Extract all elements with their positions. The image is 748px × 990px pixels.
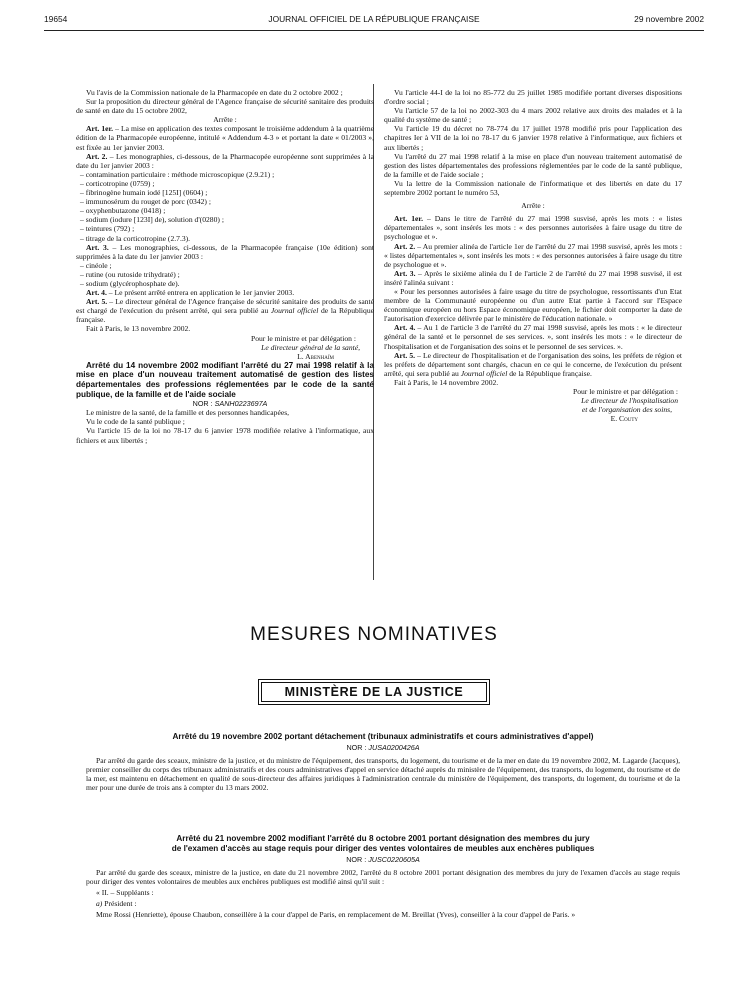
sub-heading: a) Président : <box>96 898 137 908</box>
article-label: Art. 5. <box>394 350 416 360</box>
intro-paragraph: Vu l'article 44-I de la loi no 85-772 du 25 juillet 1985 modifiée portant diverses dispositions d'ordre social ; <box>384 88 682 107</box>
article-5: Art. 5. – Le directeur général de l'Agence française de sécurité sanitaire des produits de santé est chargé de l'exécution du présent arrêté, qui sera publié au Journal officiel de la République française. <box>76 297 374 325</box>
fait-line: Fait à Paris, le 13 novembre 2002. <box>86 324 191 334</box>
list-item: – titrage de la corticotropine (2.7.3). <box>80 233 191 243</box>
article-label: Art. 1er. <box>86 124 114 134</box>
article-text: – Les monographies, ci-dessous, de la Pharmacopée européenne sont supprimées à la date du 1er janvier 2003 : <box>76 151 374 170</box>
justice-arrete-detachement <box>86 732 680 792</box>
intro-paragraph: Sur la proposition du directeur général de l'Agence française de sécurité sanitaire des produits de santé en date du 15 octobre 2002, <box>76 97 374 116</box>
sub-heading: « II. – Suppléants : <box>96 887 154 897</box>
article-1 <box>76 124 374 151</box>
issue-date: 29 novembre 2002 <box>634 14 704 24</box>
intro-paragraph: Vu l'article 57 de la loi no 2002-303 du 4 mars 2002 relative aux droits des malades et à la qualité du système de santé ; <box>384 106 682 125</box>
header-rule <box>44 30 704 31</box>
arrete-final: Mme Rossi (Henriette), épouse Chaubon, conseillère à la cour d'appel de Paris, en remplacement de M. Breillat (Yves), conseiller à la cour d'appel de Paris. » <box>96 910 576 920</box>
intro-paragraph: Vu la lettre de la Commission nationale de l'informatique et des libertés en date du 17 septembre 2002 portant le numéro 53, <box>384 178 682 198</box>
article-text: – Après le sixième alinéa du I de l'article 2 de l'arrêté du 27 mai 1998 susvisé, il est inséré l'alinéa suivant : <box>384 268 682 287</box>
intro-paragraph: Vu le code de la santé publique ; <box>86 417 185 427</box>
journal-name: Journal officiel <box>460 368 508 378</box>
intro-paragraph: Vu l'avis de la Commission nationale de la Pharmacopée en date du 2 octobre 2002 ; <box>86 88 343 97</box>
article-3-quote: « Pour les personnes autorisées à faire usage du titre de psychologue, ressortissants d'un Etat membre de la Communauté européenne ou d'un autre Etat partie à l'accord sur l'Espace économique européen ou hors Espace économique européen, le fichier doit comporter la date de l'autorisation d'exercice délivrée par le ministère de l'éducation nationale. » <box>384 286 682 324</box>
article-label: Art. 2. <box>394 241 416 251</box>
list-item: – cinéole ; <box>80 260 112 270</box>
intro-paragraph: Le ministre de la santé, de la famille et des personnes handicapées, <box>86 408 290 418</box>
article-text: – Au 1 de l'article 3 de l'arrêté du 27 mai 1998 susvisé, après les mots : « le directeur général de la santé et le personnel de ses services. », sont insérés les mots : « le directeur de l'hospitalisation et de l'organisation des soins et le personnel de ses services. ». <box>384 323 682 351</box>
list-item: – contamination particulaire : méthode microscopique (2.9.21) ; <box>80 169 275 179</box>
article-text: – Dans le titre de l'arrêté du 27 mai 1998 susvisé, après les mots : « listes départementales », sont insérés les mots : « des personnes autorisées à faire usage du titre de psychologue et ». <box>384 214 682 242</box>
arrete-title: Arrêté du 19 novembre 2002 portant détachement (tribunaux administratifs et cours administratives d'appel) <box>172 732 594 741</box>
arrete-title: Arrêté du 21 novembre 2002 modifiant l'arrêté du 8 octobre 2001 portant désignation des membres du jury <box>176 834 590 843</box>
signature-title: Le directeur de l'hospitalisation <box>581 396 678 406</box>
list-item: – immunosérum du rouget de porc (0342) ; <box>80 197 211 207</box>
justice-arrete-jury <box>86 834 680 919</box>
nor-reference: NOR : JUSA0200426A <box>346 742 420 752</box>
list-item: – rutine (ou rutoside trihydraté) ; <box>80 269 180 279</box>
right-column <box>384 88 682 423</box>
page-header <box>44 14 704 28</box>
list-item: – corticotropine (0759) ; <box>80 178 155 188</box>
ministry-name: MINISTÈRE DE LA JUSTICE <box>261 682 487 702</box>
arrete-title: Arrêté du 14 novembre 2002 modifiant l'arrêté du 27 mai 1998 relatif à la mise en place d'un nouveau traitement automatisé de gestion des listes départementales des professions réglementées par le code de la santé publique, de la famille et de l'aide sociale <box>76 360 374 399</box>
arrete-label: Arrête : <box>521 201 545 211</box>
intro-paragraph: Vu l'arrêté du 27 mai 1998 relatif à la mise en place d'un nouveau traitement automatisé de gestion des listes départementales des professions réglementées par le code de la santé publique, de la famille et de l'aide sociale ; <box>384 151 682 179</box>
signature-name: L. Abenhaïm <box>297 351 334 361</box>
article-label: Art. 1er. <box>394 214 423 224</box>
journal-title: JOURNAL OFFICIEL DE LA RÉPUBLIQUE FRANÇAISE <box>268 14 480 24</box>
article-3 <box>384 269 682 287</box>
article-5: Art. 5. – Le directeur de l'hospitalisation et de l'organisation des soins, les préfets de région et les préfets de département sont chargés, chacun en ce qui le concerne, de l'exécution du présent arrêté, qui sera publié au Journal officiel de la République française. <box>384 350 682 378</box>
signature-title: et de l'organisation des soins, <box>581 405 672 415</box>
arrete-body: Par arrêté du garde des sceaux, ministre de la justice, en date du 21 novembre 2002, l'arrêté du 8 octobre 2001 portant désignation des membres du jury de l'examen d'accès au stage requis pour diriger des ventes volontaires de meubles aux enchères publiques est modifié ainsi qu'il suit : <box>86 867 680 886</box>
article-label: Art. 3. <box>86 242 109 252</box>
intro-paragraph: Vu l'article 15 de la loi no 78-17 du 6 janvier 1978 modifiée relative à l'informatique, aux fichiers et aux libertés ; <box>76 426 374 445</box>
intro-paragraph: Vu l'article 19 du décret no 78-774 du 17 juillet 1978 modifié pris pour l'application des chapitres Ier à VII de la loi no 78-17 du 6 janvier 1978 relative à l'informatique, aux fichiers et aux libertés ; <box>384 124 682 152</box>
list-item: – sodium (glycérophosphate de). <box>80 278 180 288</box>
article-label: Art. 4. <box>86 288 107 298</box>
article-text: – Au premier alinéa de l'article 1er de l'arrêté du 27 mai 1998 susvisé, après les mots : « listes départementales », sont insérés les mots : « des personnes autorisées à faire usage du titre de psychologue et ». <box>384 241 682 269</box>
arrete-label: Arrête : <box>213 115 237 125</box>
signature-name: E. Couty <box>610 414 638 424</box>
signature-delegation: Pour le ministre et par délégation : <box>250 333 356 343</box>
section-title: MESURES NOMINATIVES <box>250 624 498 645</box>
signature-delegation: Pour le ministre et par délégation : <box>572 387 678 396</box>
arrete-title: de l'examen d'accès au stage requis pour diriger des ventes volontaires de meubles aux enchères publiques <box>171 843 595 853</box>
nor-reference: NOR : JUSC0220605A <box>346 854 420 864</box>
journal-name: Journal officiel <box>270 306 319 316</box>
left-column <box>76 88 374 445</box>
article-label: Art. 2. <box>86 151 108 161</box>
article-4 <box>76 288 374 297</box>
arrete-body: Par arrêté du garde des sceaux, ministre de la justice, et du ministre de l'équipement, des transports, du logement, du tourisme et de la mer en date du 19 novembre 2002, M. Lagarde (Jacques), premier conseiller du corps des tribunaux administratifs et des cours administratives d'appel en service détaché auprès du ministère de l'équipement, des transports, du logement, du tourisme et de la mer, est maintenu en détachement en qualité de sous-directeur des affaires juridiques à l'administration centrale du ministère de l'équipement, des transports, du logement, du tourisme et de la mer pour une durée de trois ans à compter du 13 mars 2002. <box>86 755 680 793</box>
list-item: – sodium (iodure [123I] de), solution d'(0280) ; <box>80 215 224 225</box>
page-number: 19654 <box>44 14 68 24</box>
article-label: Art. 4. <box>394 323 416 333</box>
article-4 <box>384 323 682 350</box>
article-2 <box>384 242 682 269</box>
article-label: Art. 3. <box>394 268 416 278</box>
article-text: – Les monographies, ci-dessous, de la Pharmacopée française (10e édition) sont supprimées à la date du 1er janvier 2003 : <box>76 242 374 261</box>
nor-reference: NOR : SANH0223697A <box>192 399 268 409</box>
fait-line: Fait à Paris, le 14 novembre 2002. <box>394 377 499 387</box>
signature-title: Le directeur général de la santé, <box>261 342 360 352</box>
article-2 <box>76 152 374 170</box>
list-item: – fibrinogène humain iodé [125I] (0604) ; <box>80 188 208 198</box>
article-1 <box>384 214 682 241</box>
ministry-box <box>258 679 490 705</box>
article-label: Art. 5. <box>86 297 108 307</box>
list-item: – teintures (792) ; <box>80 224 135 234</box>
article-text: – La mise en application des textes composant le troisième addendum à la quatrième édition de la Pharmacopée européenne, intitulé « Addendum 4-3 » et portant la date « 01/2003 », est fixée au 1er janvier 2003. <box>76 124 374 152</box>
list-item: – oxyphenbutazone (0418) ; <box>80 206 166 216</box>
article-3 <box>76 243 374 261</box>
article-text: – Le présent arrêté entrera en application le 1er janvier 2003. <box>106 288 295 298</box>
